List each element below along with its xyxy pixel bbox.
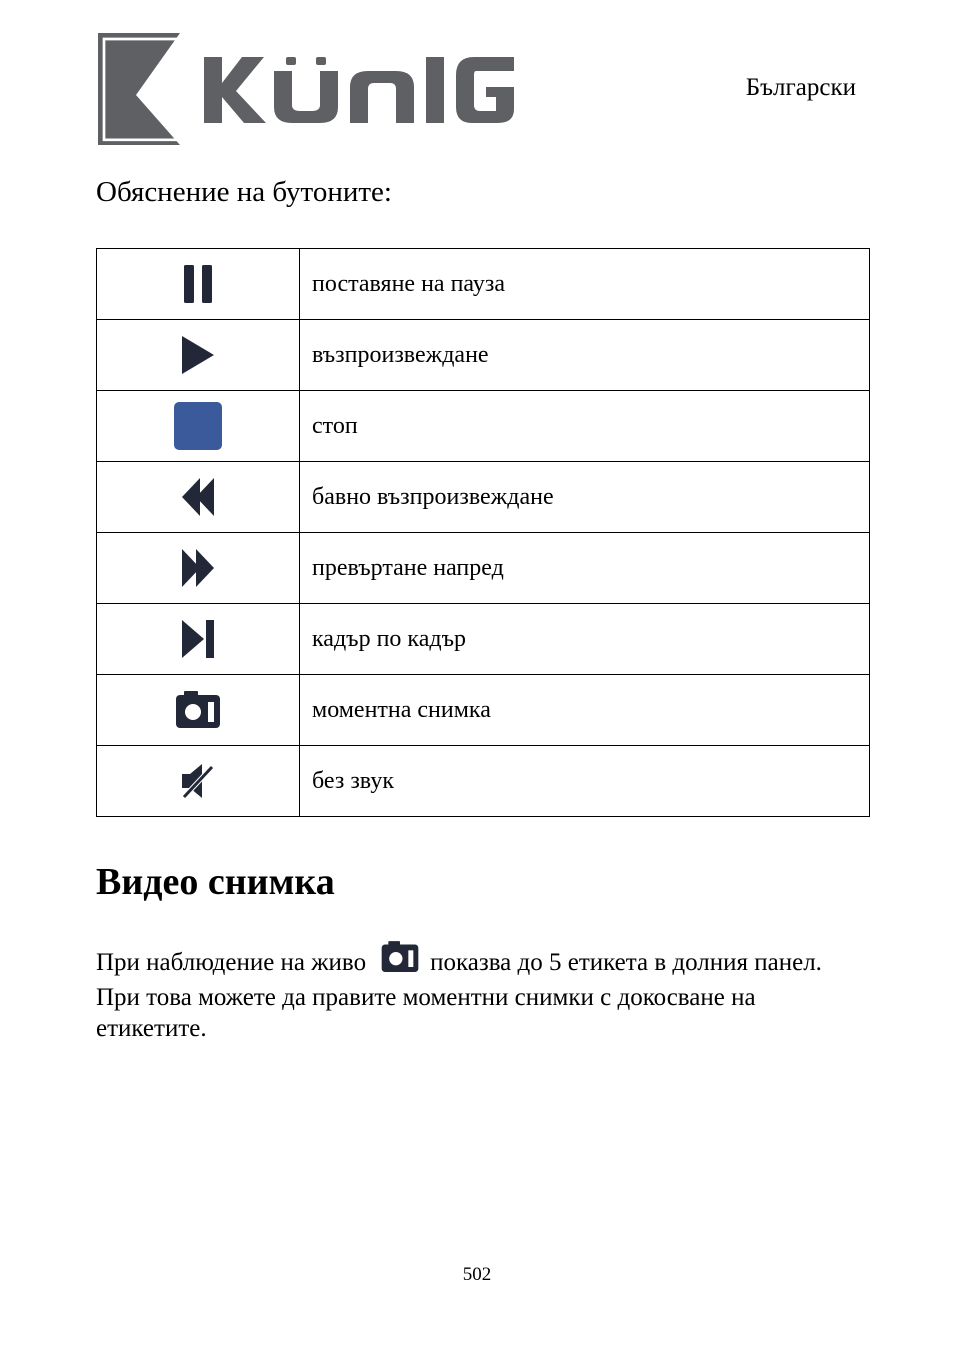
stop-icon — [173, 401, 223, 451]
page-number: 502 — [462, 1264, 492, 1285]
table-row — [97, 462, 870, 533]
mute-label: без звук — [300, 746, 870, 817]
camera-icon — [174, 690, 222, 730]
table-row — [97, 533, 870, 604]
stop-label: стоп — [300, 391, 870, 462]
mute-icon — [178, 761, 218, 801]
table-row — [97, 675, 870, 746]
camera-icon — [380, 940, 420, 982]
table-row — [97, 320, 870, 391]
table-row — [97, 604, 870, 675]
paragraph-text-start: При наблюдение на живо — [96, 949, 367, 976]
table-row — [97, 249, 870, 320]
snapshot-label: моментна снимка — [300, 675, 870, 746]
fast-forward-label: превъртане напред — [300, 533, 870, 604]
pause-label: поставяне на пауза — [300, 249, 870, 320]
video-snapshot-heading: Видео снимка — [96, 861, 335, 903]
language-label: Български — [745, 74, 856, 101]
buttons-section-heading: Обяснение на бутоните: — [96, 176, 392, 208]
frame-step-label: кадър по кадър — [300, 604, 870, 675]
play-icon — [180, 335, 216, 375]
paragraph-text-end: показва до 5 етикета в долния панел. При това можете да правите моментни снимки с докосване на етикетите. — [96, 949, 822, 1042]
button-explanation-table — [96, 248, 870, 817]
fast-forward-icon — [180, 548, 216, 588]
frame-step-icon — [180, 619, 216, 659]
pause-icon — [182, 264, 214, 304]
rewind-icon — [180, 477, 216, 517]
play-label: възпроизвеждане — [300, 320, 870, 391]
video-snapshot-paragraph — [96, 940, 856, 1044]
rewind-label: бавно възпроизвеждане — [300, 462, 870, 533]
table-row — [97, 391, 870, 462]
konig-logo — [98, 33, 518, 145]
table-row — [97, 746, 870, 817]
